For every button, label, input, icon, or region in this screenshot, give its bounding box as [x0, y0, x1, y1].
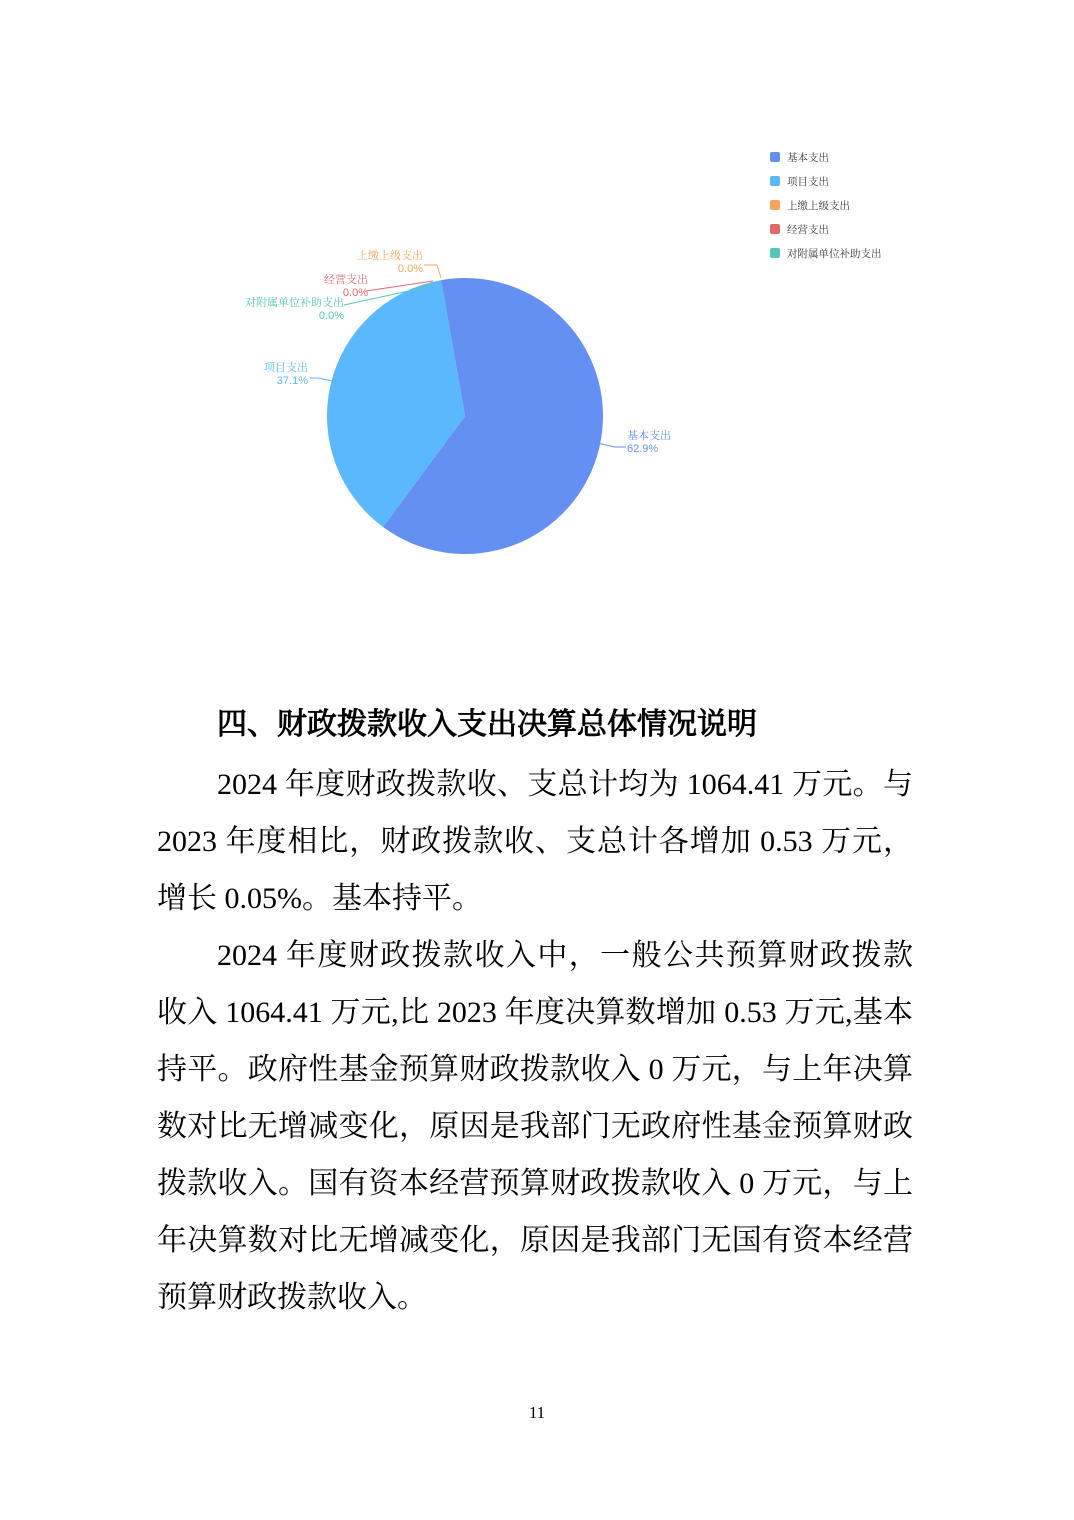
body-paragraph-1: 2024 年度财政拨款收、支总计均为 1064.41 万元。与 2023 年度相比，财政拨款收、支总计各增加 0.53 万元，增长 0.05%。基本持平。 — [157, 768, 913, 915]
legend-label: 上缴上级支出 — [787, 199, 850, 212]
pie-label-percent: 0.0% — [318, 310, 344, 322]
pie-label-percent: 0.0% — [397, 263, 423, 275]
legend-item[interactable] — [770, 174, 882, 188]
pie-label-percent: 0.0% — [342, 287, 368, 299]
pie-label-percent: 37.1% — [276, 375, 308, 387]
pie-label-name: 经营支出 — [324, 274, 368, 286]
legend-swatch — [770, 176, 780, 186]
body-paragraph-2: 2024 年度财政拨款收入中，一般公共预算财政拨款收入 1064.41 万元,比 2023 年度决算数增加 0.53 万元,基本持平。政府性基金预算财政拨款收入 0 万元，与上年决算数对比无增减变化，原因是我部门无政府性基金预算财政拨款收入。国有资本经营预算财政拨款收入 0 万元，与上年决算数对比无增减变化，原因是我部门无国有资本经营预算财政拨款收入。 — [157, 939, 913, 1314]
legend-swatch — [770, 224, 780, 234]
legend-item[interactable] — [770, 150, 882, 164]
legend-swatch — [770, 200, 780, 210]
legend-label: 项目支出 — [787, 175, 829, 188]
legend-item[interactable] — [770, 222, 882, 236]
legend-swatch — [770, 152, 780, 162]
pie-leader-line — [597, 443, 626, 447]
legend-item[interactable] — [770, 198, 882, 212]
legend-label: 对附属单位补助支出 — [787, 247, 882, 260]
legend-item[interactable] — [770, 246, 882, 260]
section-heading: 四、财政拨款收入支出决算总体情况说明 — [217, 708, 757, 741]
section-body — [157, 694, 913, 1326]
pie-chart-canvas — [0, 0, 1074, 620]
pie-label-name: 上缴上级支出 — [357, 250, 423, 262]
pie-leader-line — [424, 265, 441, 278]
pie-label-name: 项目支出 — [264, 362, 308, 374]
chart-legend — [770, 150, 882, 270]
legend-label: 经营支出 — [787, 223, 829, 236]
legend-swatch — [770, 248, 780, 258]
pie-leader-line — [310, 378, 333, 381]
legend-label: 基本支出 — [787, 151, 829, 164]
expenditure-pie-chart — [0, 0, 1074, 620]
pie-label-percent: 62.9% — [627, 443, 659, 455]
page-number: 11 — [528, 1403, 546, 1422]
pie-label-name: 基本支出 — [627, 430, 671, 442]
pie-label-name: 对附属单位补助支出 — [245, 297, 344, 309]
